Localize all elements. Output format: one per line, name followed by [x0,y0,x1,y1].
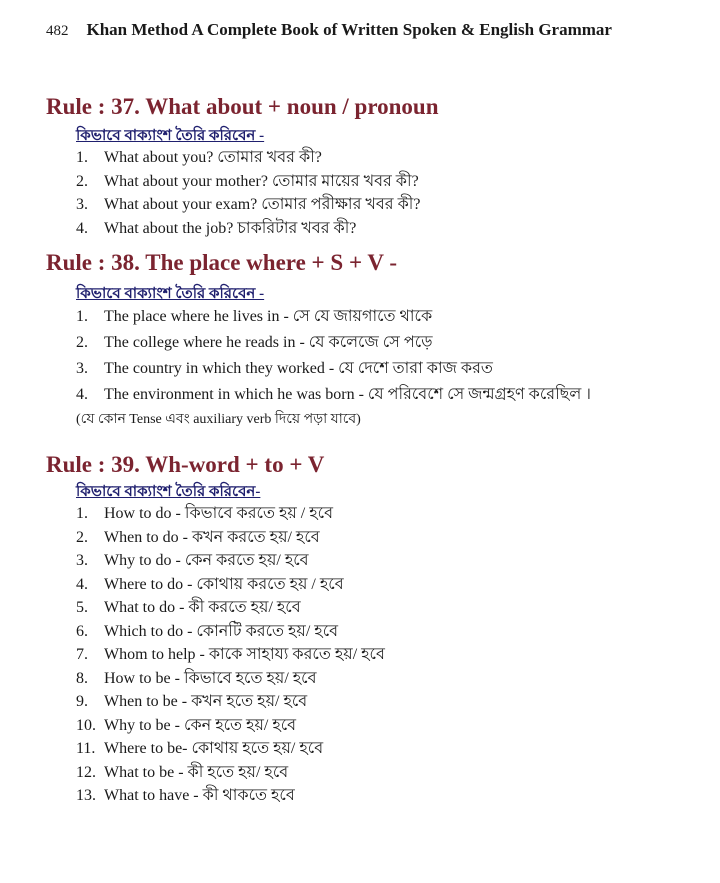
list-item [76,667,690,691]
list-item [76,643,690,667]
list-item [76,737,690,761]
item-number: 13. [76,787,96,804]
item-text: Why to do - কেন করতে হয়/ হবে [104,552,309,569]
list-item [76,170,690,194]
rule-37-subheading: কিভাবে বাক্যাংশ তৈরি করিবেন - [76,128,265,144]
item-number: 1. [76,149,88,166]
item-text: Why to be - কেন হতে হয়/ হবে [104,716,297,734]
list-item [76,382,690,408]
item-text: What about your mother? তোমার মায়ের খবর কী? [104,172,419,190]
rule-38-title: Rule : 38. The place where + S + V - [46,250,397,275]
list-item [76,146,690,170]
list-item [76,304,690,330]
item-number: 1. [76,505,88,522]
list-item [76,784,690,808]
rule-37-examples [46,146,690,240]
item-number: 4. [76,219,88,237]
item-number: 2. [76,172,88,190]
list-item [76,596,690,620]
item-number: 3. [76,196,88,213]
list-item [76,526,690,550]
item-number: 1. [76,308,88,325]
item-text: What about you? তোমার খবর কী? [104,149,322,166]
item-number: 12. [76,763,96,781]
rule-39-subheading: কিভাবে বাক্যাংশ তৈরি করিবেন- [76,484,261,500]
item-text: What to have - কী থাকতে হবে [104,787,295,804]
item-number: 8. [76,669,88,687]
rule-38-subheading: কিভাবে বাক্যাংশ তৈরি করিবেন - [76,286,265,302]
item-text: The place where he lives in - সে যে জায়গাতে থাকে [104,308,433,325]
item-text: The country in which they worked - যে দেশে তারা কাজ করত [104,360,493,377]
list-item [76,761,690,785]
item-text: What to be - কী হতে হয়/ হবে [104,763,289,781]
item-number: 9. [76,693,88,710]
item-number: 4. [76,575,88,593]
item-number: 2. [76,334,88,351]
rule-37-title: Rule : 37. What about + noun / pronoun [46,94,439,119]
item-text: Where to do - কোথায় করতে হয় / হবে [104,575,344,593]
rule-38-section [46,248,690,432]
list-item [76,193,690,217]
item-number: 10. [76,716,96,734]
item-text: How to be - কিভাবে হতে হয়/ হবে [104,669,317,687]
item-text: What to do - কী করতে হয়/ হবে [104,599,301,616]
item-number: 6. [76,622,88,640]
item-text: Which to do - কোনটি করতে হয়/ হবে [104,622,339,640]
page-number: 482 [46,23,69,39]
item-number: 3. [76,552,88,569]
item-number: 2. [76,528,88,546]
list-item [76,217,690,241]
list-item [76,620,690,644]
item-text: The college where he reads in - যে কলেজে সে পড়ে [104,334,433,351]
item-text: What about your exam? তোমার পরীক্ষার খবর কী? [104,196,421,213]
book-title: Khan Method A Complete Book of Written Spoken & English Grammar [86,20,612,39]
item-number: 4. [76,386,88,403]
rule-39-examples [46,502,690,808]
item-text: How to do - কিভাবে করতে হয় / হবে [104,505,333,522]
list-item [76,573,690,597]
rule-37-section [46,92,690,240]
item-number: 7. [76,646,88,663]
list-item [76,330,690,356]
list-item [76,549,690,573]
item-text: Where to be- কোথায় হতে হয়/ হবে [104,740,324,757]
rule-39-section [46,450,690,808]
item-text: Whom to help - কাকে সাহায্য করতে হয়/ হবে [104,646,385,663]
item-number: 5. [76,599,88,616]
list-item [76,502,690,526]
item-text: When to do - কখন করতে হয়/ হবে [104,528,320,546]
page-header [46,20,690,50]
item-text: What about the job? চাকরিটার খবর কী? [104,219,357,237]
item-text: When to be - কখন হতে হয়/ হবে [104,693,308,710]
rule-38-examples [46,304,690,408]
rule-38-note: (যে কোন Tense এবং auxiliary verb দিয়ে পড়া যাবে) [76,412,361,427]
list-item [76,356,690,382]
list-item [76,714,690,738]
rule-39-title: Rule : 39. Wh-word + to + V [46,452,325,477]
list-item [76,690,690,714]
item-number: 11. [76,740,96,757]
item-text: The environment in which he was born - যে পরিবেশে সে জন্মগ্রহণ করেছিল । [104,386,591,403]
item-number: 3. [76,360,88,377]
